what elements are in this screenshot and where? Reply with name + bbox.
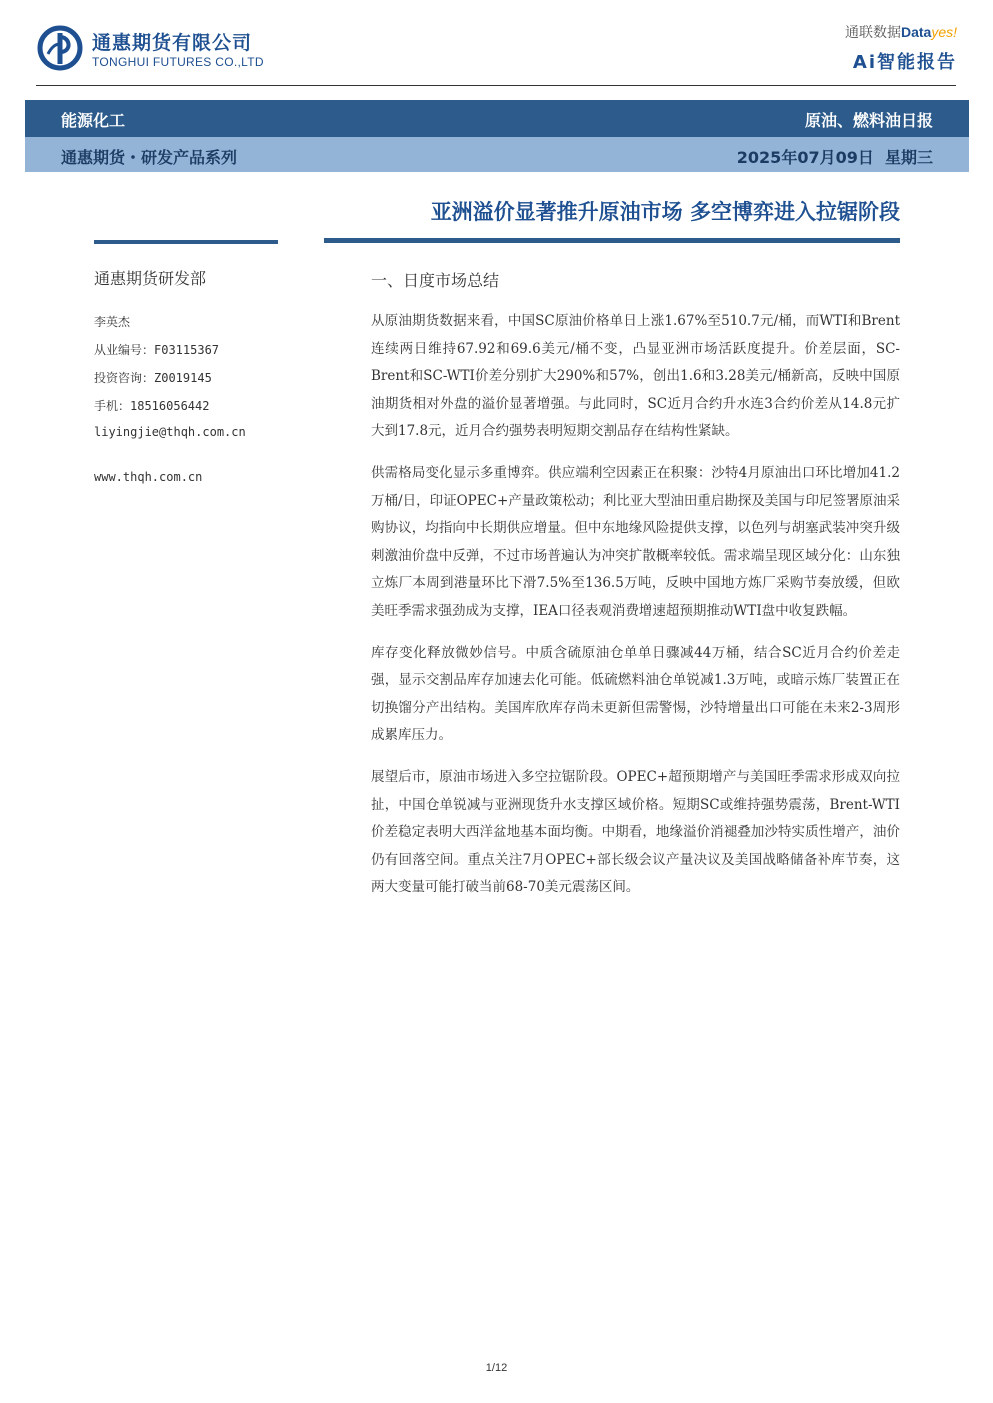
section-title: 一、日度市场总结 [371,271,500,290]
paragraph-outlook: 展望后市，原油市场进入多空拉锯阶段。OPEC+超预期增产与美国旺季需求形成双向拉扯，中国仓单锐减与亚洲现货升水支撑区域价格。短期SC或维持强势震荡，Brent-WTI价差稳定表明大西洋盆地基本面均衡。中期看，地缘溢价消褪叠加沙特实质性增产，油价仍有回落空间。重点关注7月OPEC+部长级会议产量决议及美国战略储备补库节奏，这两大变量可能打破当前68-70美元震荡区间。 [371,768,900,896]
report-type-label: 原油、燃料油日报 [804,111,933,130]
department-name: 通惠期货研发部 [94,269,207,288]
datayes-data: Data [900,24,932,40]
series-label: 通惠期货・研发产品系列 [61,148,238,167]
paragraph-supply-demand: 供需格局变化显示多重博弈。供应端利空因素正在积聚：沙特4月原油出口环比增加41.2万桶/日，印证OPEC+产量政策松动；利比亚大型油田重启勘探及美国与印尼签署原油采购协议，均指向中长期供应增量。但中东地缘风险提供支撑，以色列与胡塞武装冲突升级刺激油价盘中反弹，不过市场普遍认为冲突扩散概率较低。需求端呈现区域分化：山东独立炼厂本周到港量环比下滑7.5%至136.5万吨，反映中国地方炼厂采购节奏放缓，但欧美旺季需求强劲成为支撑，IEA口径表观消费增速超预期推动WTI盘中收复跌幅。 [371,464,900,619]
company-logo [36,24,276,74]
report-headline: 亚洲溢价显著推升原油市场 多空博弈进入拉锯阶段 [430,200,900,224]
consulting-number: 投资咨询：Z0019145 [94,371,212,385]
company-name-en: TONGHUI FUTURES CO.,LTD [92,55,264,69]
email-link[interactable]: liyingjie@thqh.com.cn [94,425,246,439]
report-body [371,308,900,916]
sidebar-rule [94,240,278,244]
paragraph-inventory: 库存变化释放微妙信号。中质含硫原油仓单单日骤减44万桶，结合SC近月合约价差走强，显示交割品库存加速去化可能。低硫燃料油仓单锐减1.3万吨，或暗示炼厂装置正在切换馏分产出结构。美国库欣库存尚未更新但需警惕，沙特增量出口可能在未来2-3周形成累库压力。 [371,644,900,744]
tonghui-logo-icon [36,24,84,72]
header-divider [36,85,956,86]
paragraph-market-summary: 从原油期货数据来看，中国SC原油价格单日上涨1.67%至510.7元/桶，而WTI和Brent连续两日维持67.92和69.6美元/桶不变，凸显亚洲市场活跃度提升。价差层面，SC-Brent和SC-WTI价差分别扩大290%和57%，创出1.6和3.28美元/桶新高，反映中国原油期货相对外盘的溢价显著增强。与此同时，SC近月合约升水连3合约价差从14.8元扩大到17.8元，近月合约强势表明短期交割品存在结构性紧缺。 [371,313,900,440]
datayes-logo [757,22,957,74]
datayes-brand [845,22,957,42]
series-band [25,137,969,172]
phone-number: 手机：18516056442 [94,399,210,413]
website-link[interactable]: www.thqh.com.cn [94,470,203,484]
company-name-cn: 通惠期货有限公司 [92,32,253,54]
category-band [25,100,969,137]
page-number: 1/12 [485,1362,508,1374]
headline-rule [324,238,900,243]
ai-report-label: Ai智能报告 [852,52,957,73]
analyst-name: 李英杰 [94,315,131,329]
sector-label: 能源化工 [61,111,126,130]
datayes-yes: yes! [931,24,957,40]
report-date: 2025年07月09日 星期三 [736,148,933,167]
license-number: 从业编号：F03115367 [94,343,220,357]
datayes-prefix: 通联数据 [844,25,901,41]
